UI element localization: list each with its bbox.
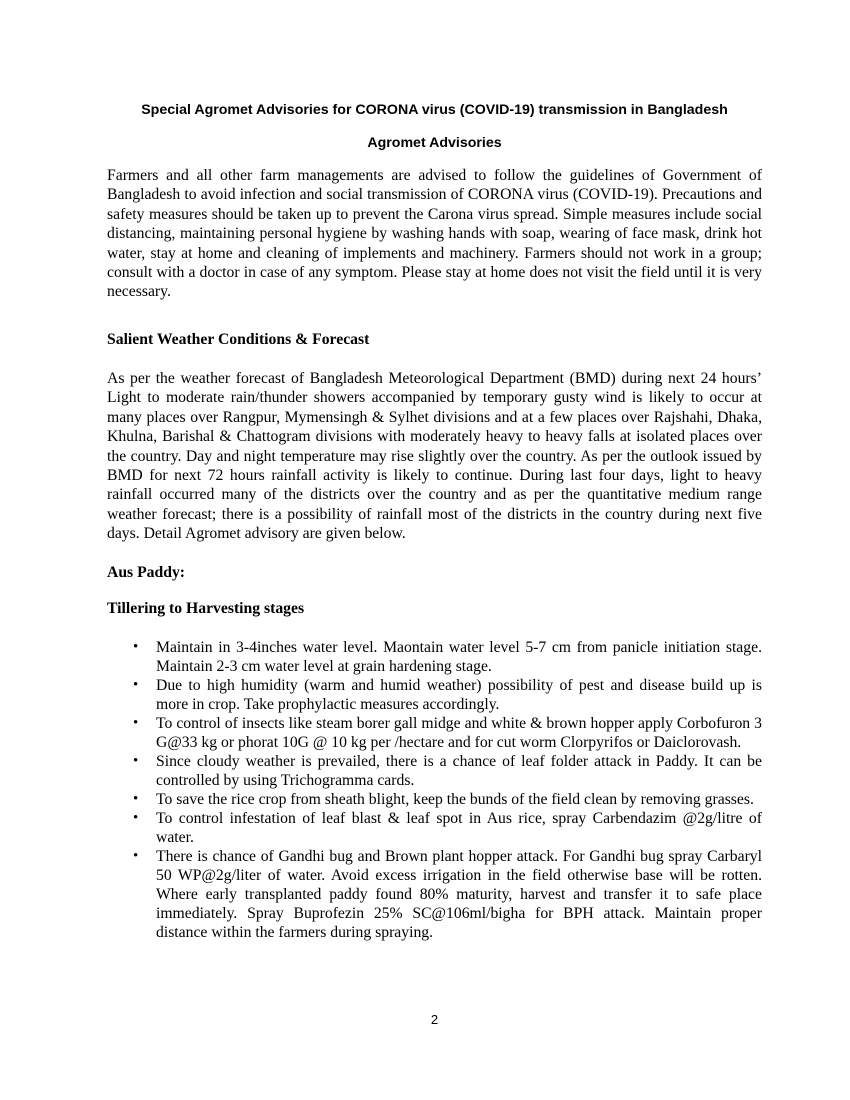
list-item-text: Since cloudy weather is prevailed, there is a chance of leaf folder attack in Paddy. It can be controlled by using Trichogramma cards. xyxy=(156,753,762,789)
list-item xyxy=(107,638,762,676)
list-item xyxy=(107,809,762,847)
bullet-icon: • xyxy=(133,753,139,769)
list-item xyxy=(107,752,762,790)
bullet-icon: • xyxy=(133,677,139,693)
list-item-text: To control of insects like steam borer gall midge and white & brown hopper apply Corbofuron 3 G@33 kg or phorat 10G @ 10 kg per /hectare and for cut worm Clorpyrifos or Daiclorovash. xyxy=(156,715,762,751)
bullet-icon: • xyxy=(133,848,139,864)
stage-heading: Tillering to Harvesting stages xyxy=(107,600,305,617)
crop-heading: Aus Paddy: xyxy=(107,564,186,581)
bullet-icon: • xyxy=(133,810,139,826)
bullet-icon: • xyxy=(133,715,139,731)
weather-heading: Salient Weather Conditions & Forecast xyxy=(107,331,370,348)
list-item-text: To control infestation of leaf blast & leaf spot in Aus rice, spray Carbendazim @2g/litre of water. xyxy=(156,810,762,846)
weather-paragraph: As per the weather forecast of Bangladesh Meteorological Department (BMD) during next 24 hours’ Light to moderate rain/thunder showers accompanied by temporary gusty wind is likely to occur at many places over Rangpur, Mymensingh & Sylhet divisions and at a few places over Rajshahi, Dhaka, Khulna, Barishal & Chattogram divisions with moderately heavy to heavy falls at isolated places over the country. Day and night temperature may rise slightly over the country. As per the outlook issued by BMD for next 72 hours rainfall activity is likely to continue. During last four days, light to heavy rainfall occurred many of the districts over the country and as per the quantitative medium range weather forecast; there is a possibility of rainfall most of the districts in the country during next five days. Detail Agromet advisory are given below. xyxy=(107,370,762,543)
list-item-text: Due to high humidity (warm and humid weather) possibility of pest and disease build up is more in crop. Take prophylactic measures accordingly. xyxy=(156,677,762,713)
list-item-text: Maintain in 3-4inches water level. Maontain water level 5-7 cm from panicle initiation stage. Maintain 2-3 cm water level at grain hardening stage. xyxy=(156,639,762,675)
list-item xyxy=(107,714,762,752)
document-title: Special Agromet Advisories for CORONA virus (COVID-19) transmission in Bangladesh xyxy=(141,102,728,118)
document-subtitle: Agromet Advisories xyxy=(367,135,502,151)
list-item xyxy=(107,847,762,942)
page-number: 2 xyxy=(430,1012,439,1027)
intro-paragraph: Farmers and all other farm managements are advised to follow the guidelines of Government of Bangladesh to avoid infection and social transmission of CORONA virus (COVID-19). Precautions and safety measures should be taken up to prevent the Carona virus spread. Simple measures include social distancing, maintaining personal hygiene by washing hands with soap, wearing of face mask, drink hot water, stay at home and cleaning of implements and machinery. Farmers should not work in a group; consult with a doctor in case of any symptom. Please stay at home does not visit the field until it is very necessary. xyxy=(107,167,762,301)
list-item xyxy=(107,676,762,714)
list-item-text: There is chance of Gandhi bug and Brown plant hopper attack. For Gandhi bug spray Carbaryl 50 WP@2g/liter of water. Avoid excess irrigation in the field otherwise base will be rotten. Where early transplanted paddy found 80% maturity, harvest and transfer it to safe place immediately. Spray Buprofezin 25% SC@106ml/bigha for BPH attack. Maintain proper distance within the farmers during spraying. xyxy=(156,848,762,941)
bullet-icon: • xyxy=(133,639,139,655)
advisory-list xyxy=(107,638,762,942)
list-item xyxy=(107,790,762,809)
bullet-icon: • xyxy=(133,791,139,807)
list-item-text: To save the rice crop from sheath blight, keep the bunds of the field clean by removing grasses. xyxy=(156,791,754,808)
